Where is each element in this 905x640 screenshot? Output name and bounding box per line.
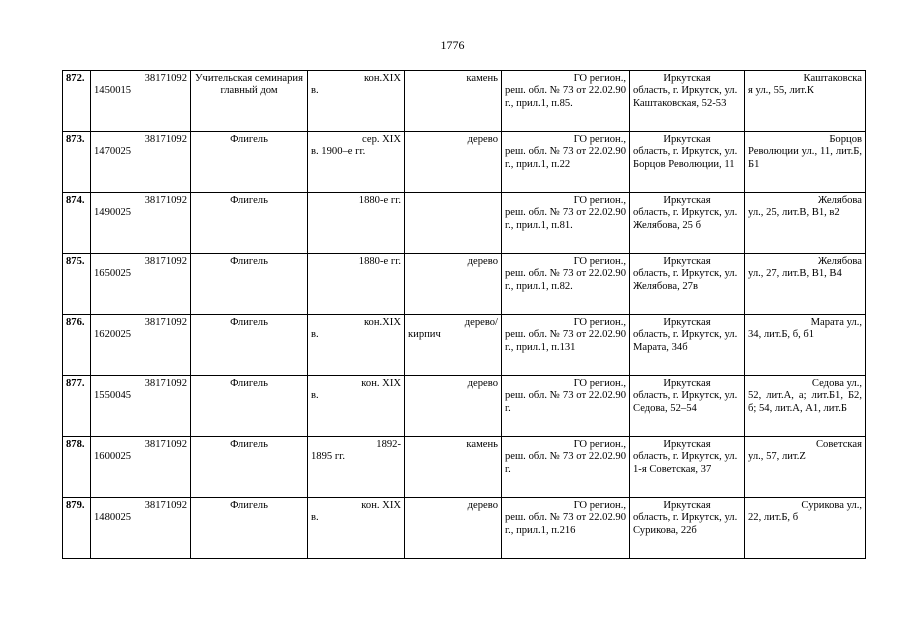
registry-code — [91, 498, 191, 559]
protection-document-line1: ГО регион., — [573, 500, 626, 511]
object-date — [308, 315, 405, 376]
current-address — [745, 498, 866, 559]
registry-code — [91, 437, 191, 498]
current-address-rest: 52, лит.А, а; лит.Б1, Б2, б; 54, лит.А, А1, лит.Б — [748, 390, 862, 414]
object-address — [630, 254, 745, 315]
object-date — [308, 71, 405, 132]
object-date-line2: в. — [311, 85, 319, 97]
protection-document — [502, 437, 630, 498]
registry-code-part1: 38171092 — [144, 134, 187, 145]
table-row — [63, 132, 866, 193]
registry-code-part2: 1550045 — [94, 390, 132, 402]
object-address-region: Иркутская — [663, 195, 711, 206]
object-date-line1: 1880-е гг. — [358, 195, 401, 206]
object-material — [405, 71, 502, 132]
current-address-line1: Борцов — [829, 134, 862, 145]
row-number: 873. — [63, 132, 91, 193]
protection-document-line1: ГО регион., — [573, 256, 626, 267]
object-address — [630, 71, 745, 132]
registry-code-part1: 38171092 — [144, 317, 187, 328]
object-name: Флигель — [191, 254, 308, 315]
object-address-region: Иркутская — [663, 73, 711, 84]
registry-code-part2: 1650025 — [94, 268, 132, 280]
object-address-rest: область, г. Иркутск, ул. Желябова, 27в — [633, 268, 738, 292]
protection-document — [502, 71, 630, 132]
current-address — [745, 71, 866, 132]
object-date — [308, 376, 405, 437]
current-address — [745, 437, 866, 498]
registry-code-part1: 38171092 — [144, 439, 187, 450]
object-material — [405, 437, 502, 498]
protection-document — [502, 132, 630, 193]
row-number: 879. — [63, 498, 91, 559]
object-material-line1: дерево — [467, 256, 498, 267]
table-row — [63, 376, 866, 437]
protection-document-line1: ГО регион., — [573, 378, 626, 389]
object-address — [630, 376, 745, 437]
object-date — [308, 254, 405, 315]
registry-code-part1: 38171092 — [144, 500, 187, 511]
object-date-line1: 1880-е гг. — [358, 256, 401, 267]
row-number: 875. — [63, 254, 91, 315]
registry-code-part2: 1450015 — [94, 85, 132, 97]
current-address-rest: 34, лит.Б, б, б1 — [748, 329, 815, 341]
object-address-region: Иркутская — [663, 439, 711, 450]
object-material — [405, 254, 502, 315]
registry-code-part2: 1620025 — [94, 329, 132, 341]
object-material-line1: камень — [466, 73, 498, 84]
object-address-rest: область, г. Иркутск, ул. 1-я Советская, 37 — [633, 451, 738, 475]
object-name: Флигель — [191, 193, 308, 254]
object-address — [630, 437, 745, 498]
protection-document-rest: реш. обл. № 73 от 22.02.90 г. — [505, 390, 626, 414]
monuments-table — [62, 70, 866, 559]
protection-document-line1: ГО регион., — [573, 439, 626, 450]
object-name: Флигель — [191, 498, 308, 559]
protection-document — [502, 315, 630, 376]
current-address-line1: Желябова — [817, 195, 862, 206]
object-address-rest: область, г. Иркутск, ул. Борцов Революции, 11 — [633, 146, 738, 170]
object-date-line2: в. — [311, 390, 319, 402]
protection-document-line1: ГО регион., — [573, 195, 626, 206]
object-date-line1: сер. XIX — [362, 134, 401, 145]
current-address — [745, 315, 866, 376]
current-address-line1: Сурикова ул., — [801, 500, 862, 511]
object-name: Учительская семинария главный дом — [191, 71, 308, 132]
object-address-region: Иркутская — [663, 134, 711, 145]
protection-document-rest: реш. обл. № 73 от 22.02.90 г., прил.1, п.85. — [505, 85, 626, 109]
object-date-line2: в. 1900–е гг. — [311, 146, 366, 158]
row-number: 874. — [63, 193, 91, 254]
table-row — [63, 437, 866, 498]
protection-document-line1: ГО регион., — [573, 73, 626, 84]
registry-code-part1: 38171092 — [144, 256, 187, 267]
current-address-rest: 22, лит.Б, б — [748, 512, 799, 524]
registry-code — [91, 376, 191, 437]
protection-document-rest: реш. обл. № 73 от 22.02.90 г., прил.1, п.81. — [505, 207, 626, 231]
object-address-region: Иркутская — [663, 500, 711, 511]
current-address-rest: ул., 27, лит.В, В1, В4 — [748, 268, 842, 280]
object-material — [405, 376, 502, 437]
object-address-region: Иркутская — [663, 378, 711, 389]
object-name: Флигель — [191, 437, 308, 498]
object-address-rest: область, г. Иркутск, ул. Марата, 34б — [633, 329, 738, 353]
protection-document-rest: реш. обл. № 73 от 22.02.90 г., прил.1, п.216 — [505, 512, 626, 536]
object-address — [630, 132, 745, 193]
object-material-line1: дерево/ — [464, 317, 498, 328]
registry-code — [91, 193, 191, 254]
registry-code — [91, 254, 191, 315]
registry-code-part1: 38171092 — [144, 195, 187, 206]
object-address-rest: область, г. Иркутск, ул. Сурикова, 22б — [633, 512, 738, 536]
object-date-line2: 1895 гг. — [311, 451, 345, 463]
protection-document-rest: реш. обл. № 73 от 22.02.90 г., прил.1, п.22 — [505, 146, 626, 170]
page-number: 1776 — [440, 38, 465, 52]
current-address-rest: ул., 57, лит.Z — [748, 451, 806, 463]
object-material-line1: дерево — [467, 500, 498, 511]
object-address — [630, 315, 745, 376]
protection-document — [502, 498, 630, 559]
current-address-line1: Советская — [815, 439, 862, 450]
registry-code-part1: 38171092 — [144, 378, 187, 389]
object-address-region: Иркутская — [663, 256, 711, 267]
object-date-line1: кон. XIX — [361, 500, 401, 511]
table-row — [63, 498, 866, 559]
row-number: 872. — [63, 71, 91, 132]
registry-code-part2: 1470025 — [94, 146, 132, 158]
current-address-line1: Седова ул., — [811, 378, 862, 389]
current-address — [745, 254, 866, 315]
object-material — [405, 132, 502, 193]
protection-document-rest: реш. обл. № 73 от 22.02.90 г. — [505, 451, 626, 475]
object-address — [630, 193, 745, 254]
protection-document-rest: реш. обл. № 73 от 22.02.90 г., прил.1, п.131 — [505, 329, 626, 353]
object-material-line1: дерево — [467, 378, 498, 389]
object-address-rest: область, г. Иркутск, ул. Каштаковская, 52-53 — [633, 85, 738, 109]
registry-code-part1: 38171092 — [144, 73, 187, 84]
registry-code-part2: 1490025 — [94, 207, 132, 219]
object-address-rest: область, г. Иркутск, ул. Седова, 52–54 — [633, 390, 738, 414]
protection-document — [502, 254, 630, 315]
object-name: Флигель — [191, 315, 308, 376]
object-material — [405, 498, 502, 559]
object-material-line1: камень — [466, 439, 498, 450]
table-row — [63, 71, 866, 132]
table-row — [63, 315, 866, 376]
object-date-line1: 1892- — [376, 439, 401, 450]
registry-code — [91, 71, 191, 132]
protection-document-rest: реш. обл. № 73 от 22.02.90 г., прил.1, п.82. — [505, 268, 626, 292]
object-name: Флигель — [191, 132, 308, 193]
object-date — [308, 193, 405, 254]
registry-code-part2: 1600025 — [94, 451, 132, 463]
object-date-line2: в. — [311, 512, 319, 524]
object-date — [308, 498, 405, 559]
current-address — [745, 376, 866, 437]
object-date-line1: кон. XIX — [361, 378, 401, 389]
object-address-region: Иркутская — [663, 317, 711, 328]
object-date-line1: кон.XIX — [363, 73, 401, 84]
current-address-line1: Марата ул., — [810, 317, 862, 328]
object-address-rest: область, г. Иркутск, ул. Желябова, 25 б — [633, 207, 738, 231]
row-number: 878. — [63, 437, 91, 498]
protection-document-line1: ГО регион., — [573, 317, 626, 328]
table-row — [63, 254, 866, 315]
registry-code-part2: 1480025 — [94, 512, 132, 524]
object-name: Флигель — [191, 376, 308, 437]
current-address-line1: Желябова — [817, 256, 862, 267]
registry-code — [91, 132, 191, 193]
object-address — [630, 498, 745, 559]
row-number: 877. — [63, 376, 91, 437]
object-material — [405, 315, 502, 376]
object-date-line2: в. — [311, 329, 319, 341]
object-material — [405, 193, 502, 254]
current-address — [745, 132, 866, 193]
current-address-rest: ул., 25, лит.В, В1, в2 — [748, 207, 840, 219]
object-material-line2: кирпич — [408, 329, 441, 341]
current-address-rest: я ул., 55, лит.К — [748, 85, 814, 97]
object-date — [308, 132, 405, 193]
current-address — [745, 193, 866, 254]
object-date-line1: кон.XIX — [363, 317, 401, 328]
protection-document-line1: ГО регион., — [573, 134, 626, 145]
protection-document — [502, 193, 630, 254]
current-address-line1: Каштаковска — [803, 73, 862, 84]
row-number: 876. — [63, 315, 91, 376]
table-row — [63, 193, 866, 254]
registry-code — [91, 315, 191, 376]
protection-document — [502, 376, 630, 437]
object-material-line1: дерево — [467, 134, 498, 145]
object-date — [308, 437, 405, 498]
current-address-rest: Революции ул., 11, лит.Б, Б1 — [748, 146, 862, 170]
